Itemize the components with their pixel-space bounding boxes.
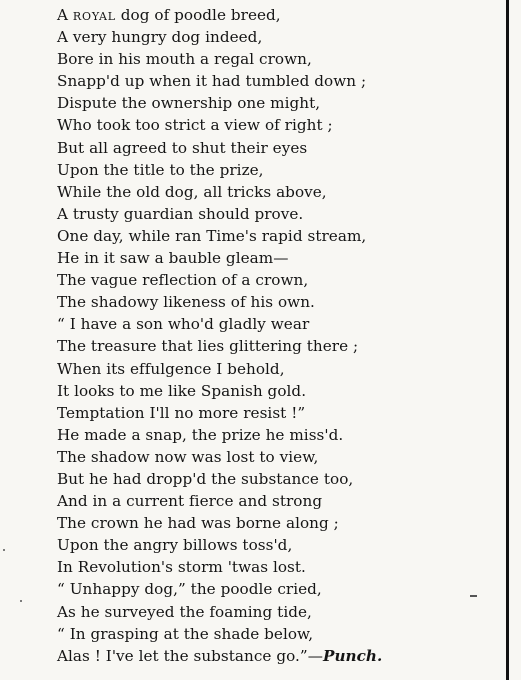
poem-line-18: It looks to me like Spanish gold. — [57, 381, 307, 400]
poem-line-15: “ I have a son who'd gladly wear — [57, 315, 310, 334]
poem-line-30 — [57, 645, 503, 667]
poem-line-19: Temptation I'll no more resist !” — [57, 403, 306, 422]
scan-dash — [470, 595, 477, 597]
poem-line-11: One day, while ran Time's rapid stream, — [57, 226, 367, 245]
poem — [57, 4, 503, 667]
poem-line-5: Dispute the ownership one might, — [57, 94, 321, 113]
scan-speck — [3, 549, 5, 551]
source-credit: Punch. — [322, 646, 383, 665]
poem-line-9: While the old dog, all tricks above, — [57, 182, 327, 201]
poem-line-25: Upon the angry billows toss'd, — [57, 536, 293, 555]
poem-line-26: In Revolution's storm 'twas lost. — [57, 558, 306, 577]
first-line-rest: dog of poodle breed, — [115, 6, 281, 24]
poem-line-10: A trusty guardian should prove. — [57, 204, 304, 223]
final-line-text: Alas ! I've let the substance go.”— — [57, 646, 323, 665]
poem-line-23: And in a current fierce and strong — [57, 492, 323, 511]
poem-line-1 — [57, 4, 503, 26]
scan-speck — [20, 600, 22, 602]
poem-line-27: “ Unhappy dog,” the poodle cried, — [57, 580, 322, 599]
first-smallcaps-word: royal — [72, 6, 116, 24]
poem-line-6: Who took too strict a view of right ; — [57, 116, 333, 135]
poem-line-3: Bore in his mouth a regal crown, — [57, 50, 312, 69]
poem-line-8: Upon the title to the prize, — [57, 160, 264, 179]
poem-line-17: When its effulgence I behold, — [57, 359, 285, 378]
poem-line-4: Snapp'd up when it had tumbled down ; — [57, 72, 367, 91]
poem-line-7: But all agreed to shut their eyes — [57, 138, 308, 157]
poem-line-24: The crown he had was borne along ; — [57, 514, 339, 533]
poem-line-12: He in it saw a bauble gleam— — [57, 249, 289, 268]
column-rule — [506, 0, 509, 680]
poem-line-2: A very hungry dog indeed, — [57, 28, 263, 47]
first-word: A — [57, 6, 69, 24]
poem-line-29: “ In grasping at the shade below, — [57, 624, 314, 643]
poem-line-22: But he had dropp'd the substance too, — [57, 469, 354, 488]
poem-line-28: As he surveyed the foaming tide, — [57, 602, 312, 621]
poem-line-13: The vague reflection of a crown, — [57, 271, 309, 290]
poem-line-20: He made a snap, the prize he miss'd. — [57, 425, 344, 444]
poem-line-14: The shadowy likeness of his own. — [57, 293, 315, 312]
poem-line-21: The shadow now was lost to view, — [57, 447, 319, 466]
poem-line-16: The treasure that lies glittering there ; — [57, 337, 359, 356]
